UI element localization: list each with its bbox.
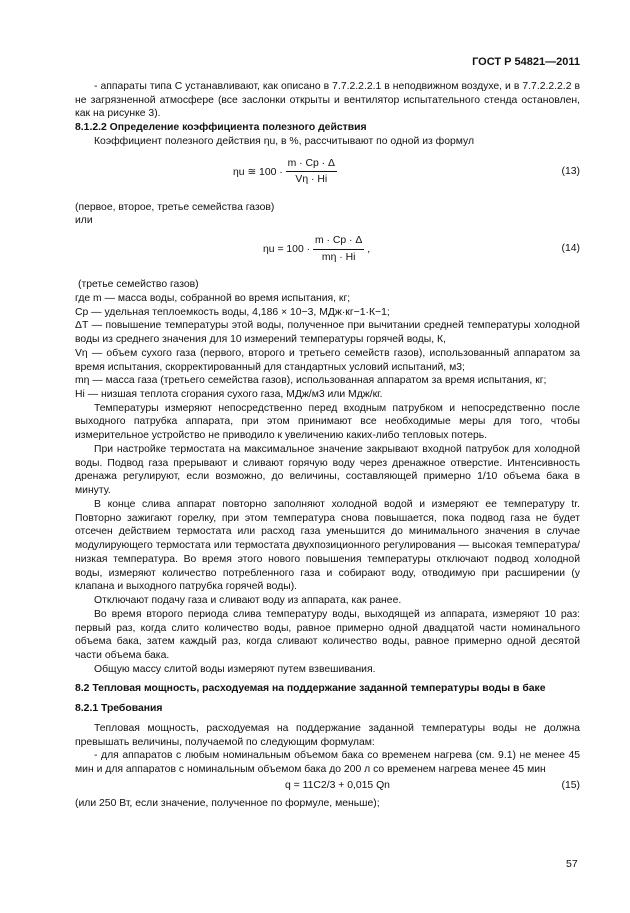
paragraph: (или 250 Вт, если значение, полученное по формуле, меньше); xyxy=(75,797,380,809)
paragraph: Температуры измеряют непосредственно перед входным патрубком и непосредственно после выходного патрубка аппарата, при этом принимают все необходимые меры для того, чтобы измерительное устройство не приводило к увеличению каких-либо тепловых потерь. xyxy=(75,402,580,442)
formula-14 xyxy=(75,234,580,278)
paragraph: При настройке термостата на максимальное значение закрывают входной патрубок для холодной воды. Подвод газа прерывают и сливают горячую воду через дренажное отверстие. Интенсивность дренажа регулируют, если возможно, до величины, составляющей примерно 1/10 объема бака в минуту. xyxy=(75,443,580,497)
formula-13 xyxy=(75,157,580,201)
page-number: 57 xyxy=(566,858,578,870)
paragraph: Во время второго периода слива температуру воды, выходящей из аппарата, измеряют 10 раз: первый раз, когда слито количество воды, равное примерно одной двадцатой части номинального объема бака, затем каждый раз, когда сливают количество воды, равное примерно одной десятой части объема бака. xyxy=(75,608,580,661)
paragraph: - аппараты типа С устанавливают, как описано в 7.7.2.2.2.1 в неподвижном воздухе, и в 7.7.2.2.2.2 в не загрязненной атмосфере (все заслонки открыты и вентилятор испытательного стенда остановлен, как на рисунке 3). xyxy=(75,81,580,120)
formula-denominator: mη · Hi xyxy=(321,251,356,263)
formula-lhs: ηu = 100 · xyxy=(263,244,311,256)
document-header: ГОСТ Р 54821—2011 xyxy=(472,56,580,68)
formula-denominator: Vη · Hi xyxy=(295,174,328,186)
paragraph: (первое, второе, третье семейства газов) xyxy=(75,201,275,213)
where-line: mη — масса газа (третьего семейства газов), использованная аппаратом за время испытания, кг; xyxy=(75,375,547,387)
where-line: Hi — низшая теплота сгорания сухого газа, МДж/м3 или Мдж/кг. xyxy=(75,389,383,401)
where-line: Vη — объем сухого газа (первого, второго и третьего семейств газов), использованный аппаратом за время испытания, скорректированный для стандартных условий испытаний, м3; xyxy=(75,347,580,373)
equation-number: (14) xyxy=(561,243,580,255)
formula-numerator: m · Cp · Δ xyxy=(313,234,364,250)
formula-fraction xyxy=(286,157,337,187)
paragraph: или xyxy=(75,215,93,227)
formula-numerator: m · Cp · Δ xyxy=(286,157,337,173)
formula-fraction xyxy=(313,234,364,264)
section-heading: 8.1.2.2 Определение коэффициента полезного действия xyxy=(75,122,367,134)
equation-number: (15) xyxy=(561,779,580,791)
where-line: ΔT — повышение температуры этой воды, полученное при вычитании средней температуры холодной воды из среднего значения для 10 измерений температуры горячей воды, К, xyxy=(75,320,580,346)
paragraph: Тепловая мощность, расходуемая на поддержание заданной температуры воды не должна превышать величины, получаемой по следующим формулам: xyxy=(75,722,580,748)
paragraph: Отключают подачу газа и сливают воду из аппарата, как ранее. xyxy=(94,595,402,607)
section-heading: 8.2.1 Требования xyxy=(75,703,163,715)
paragraph: - для аппаратов с любым номинальным объемом бака со временем нагрева (см. 9.1) не менее 45 мин и для аппаратов с номинальным объемом бака до 200 л со временем нагрева менее 45 мин xyxy=(75,750,580,776)
formula-lhs: ηu ≅ 100 · xyxy=(233,166,283,178)
formula-tail: , xyxy=(367,244,371,256)
section-heading: 8.2 Тепловая мощность, расходуемая на поддержание заданной температуры воды в баке xyxy=(75,683,546,695)
paragraph: В конце слива аппарат повторно заполняют холодной водой и измеряют ее температуру tr. Повторно зажигают горелку, при этом температура снова повышается, пока подвод газа не будет отсечен действием термостата или расход газа уменьшится до минимального значения в случае модулирующего термостата или термостата двухпозиционного регулирования — высокая температура/низкая температура. Во время этого нового повышения температуры отключают подвод холодной воды, измеряют количество потребленного газа и собирают воду, отводимую при расширении (у клапана и выходного патрубка горячей воды). xyxy=(75,498,580,593)
paragraph: Коэффициент полезного действия ηu, в %, рассчитывают по одной из формул xyxy=(94,135,475,147)
formula-15 xyxy=(75,777,580,797)
paragraph: Общую массу слитой воды измеряют путем взвешивания. xyxy=(94,663,376,675)
document-body xyxy=(75,80,580,811)
equation-number: (13) xyxy=(561,165,580,177)
formula-expression: q = 11C2/3 + 0,015 Qn xyxy=(285,779,390,791)
paragraph: (третье семейство газов) xyxy=(78,279,199,291)
where-line: Cp — удельная теплоемкость воды, 4,186 × 10−3, МДж·кг−1·К−1; xyxy=(75,306,390,318)
where-line: где m — масса воды, собранной во время испытания, кг; xyxy=(75,292,351,304)
